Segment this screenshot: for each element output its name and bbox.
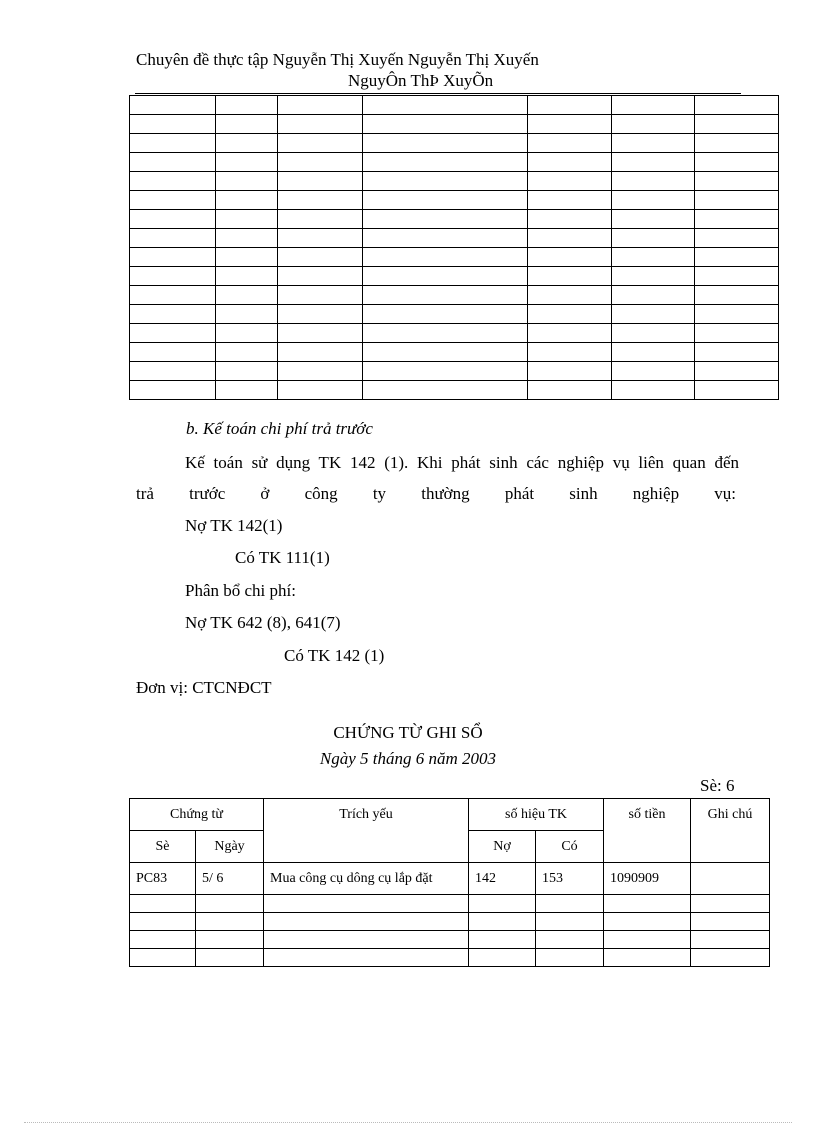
word: sinh: [569, 484, 598, 503]
grid-cell: [363, 191, 528, 210]
grid-cell: [363, 153, 528, 172]
cell-no: 142: [469, 863, 536, 895]
grid-cell: [695, 362, 779, 381]
grid-cell: [695, 191, 779, 210]
grid-cell: [695, 210, 779, 229]
grid-cell: [216, 343, 278, 362]
grid-cell: [278, 286, 363, 305]
grid-cell: [695, 134, 779, 153]
grid-row: [130, 286, 779, 305]
grid-cell: [278, 305, 363, 324]
grid-cell: [612, 153, 695, 172]
grid-row: [130, 267, 779, 286]
grid-cell: [528, 210, 612, 229]
grid-row: [130, 172, 779, 191]
grid-cell: [612, 305, 695, 324]
grid-cell: [695, 96, 779, 115]
grid-row: [130, 191, 779, 210]
grid-cell: [216, 191, 278, 210]
grid-cell: [130, 229, 216, 248]
grid-row: [130, 248, 779, 267]
grid-cell: [528, 172, 612, 191]
grid-cell: [528, 191, 612, 210]
cell-so: PC83: [130, 863, 196, 895]
grid-cell: [278, 153, 363, 172]
grid-cell: [695, 248, 779, 267]
unit-line: Đơn vị: CTCNĐCT: [136, 678, 272, 697]
table-row: [130, 863, 770, 895]
header-trich-yeu: Trích yếu: [264, 799, 469, 863]
grid-cell: [363, 305, 528, 324]
header-chung-tu: Chứng từ: [130, 799, 264, 831]
page-header-title: Chuyên đề thực tập Nguyễn Thị Xuyến Nguyễn Thị Xuyến: [136, 50, 539, 69]
grid-cell: [695, 153, 779, 172]
grid-cell: [528, 381, 612, 400]
allocation-label: Phân bổ chi phí:: [185, 581, 296, 600]
grid-cell: [363, 210, 528, 229]
grid-cell: [612, 343, 695, 362]
grid-cell: [130, 343, 216, 362]
grid-cell: [278, 381, 363, 400]
empty-ledger-table: [129, 95, 779, 400]
grid-row: [130, 134, 779, 153]
grid-cell: [278, 229, 363, 248]
word: trước: [189, 484, 226, 503]
section-heading: b. Kế toán chi phí trả trước: [186, 419, 373, 438]
grid-cell: [363, 324, 528, 343]
word: ở: [260, 484, 270, 503]
grid-cell: [695, 343, 779, 362]
grid-cell: [130, 362, 216, 381]
header-co: Có: [536, 831, 604, 863]
header-ngay: Ngày: [196, 831, 264, 863]
grid-cell: [278, 210, 363, 229]
grid-row: [130, 229, 779, 248]
entry1-debit: Nợ TK 142(1): [185, 516, 283, 535]
grid-cell: [528, 96, 612, 115]
grid-cell: [612, 229, 695, 248]
grid-cell: [695, 229, 779, 248]
grid-cell: [363, 229, 528, 248]
word: ty: [372, 484, 387, 503]
voucher-date: Ngày 5 tháng 6 năm 2003: [319, 749, 497, 768]
grid-cell: [278, 362, 363, 381]
grid-cell: [216, 362, 278, 381]
entry2-credit: Có TK 142 (1): [284, 646, 385, 665]
grid-cell: [278, 248, 363, 267]
voucher-title: CHỨNG TỪ GHI SỔ: [333, 723, 483, 742]
grid-cell: [612, 381, 695, 400]
grid-cell: [363, 115, 528, 134]
grid-cell: [695, 172, 779, 191]
grid-cell: [612, 172, 695, 191]
header-so-hieu-tk: số hiệu TK: [469, 799, 604, 831]
grid-cell: [363, 267, 528, 286]
grid-cell: [363, 134, 528, 153]
header-rule: [135, 93, 741, 94]
paragraph-line-1: Kế toán sử dụng TK 142 (1). Khi phát sinh các nghiệp vụ liên quan đến: [185, 453, 739, 472]
grid-cell: [528, 305, 612, 324]
grid-cell: [612, 267, 695, 286]
entry1-credit: Có TK 111(1): [235, 548, 330, 567]
grid-cell: [130, 172, 216, 191]
grid-cell: [130, 305, 216, 324]
grid-row: [130, 305, 779, 324]
table-row-empty: [130, 895, 770, 913]
cell-so-tien: 1090909: [604, 863, 691, 895]
word: vụ:: [714, 484, 736, 503]
grid-cell: [278, 343, 363, 362]
grid-cell: [216, 153, 278, 172]
grid-cell: [612, 248, 695, 267]
grid-cell: [528, 362, 612, 381]
grid-cell: [528, 115, 612, 134]
table-row-empty: [130, 913, 770, 931]
header-ghi-chu: Ghi chú: [691, 799, 770, 863]
grid-cell: [612, 362, 695, 381]
grid-cell: [612, 286, 695, 305]
grid-cell: [528, 153, 612, 172]
grid-cell: [216, 229, 278, 248]
grid-cell: [695, 381, 779, 400]
entry2-debit: Nợ TK 642 (8), 641(7): [185, 613, 341, 632]
grid-cell: [130, 381, 216, 400]
word: nghiệp: [632, 484, 680, 503]
grid-cell: [130, 134, 216, 153]
grid-cell: [612, 134, 695, 153]
grid-cell: [130, 115, 216, 134]
grid-cell: [528, 229, 612, 248]
grid-cell: [216, 305, 278, 324]
grid-cell: [130, 96, 216, 115]
grid-cell: [363, 343, 528, 362]
header-so: Sè: [130, 831, 196, 863]
grid-cell: [612, 324, 695, 343]
grid-cell: [278, 191, 363, 210]
grid-cell: [528, 286, 612, 305]
grid-cell: [363, 362, 528, 381]
grid-cell: [278, 267, 363, 286]
grid-cell: [216, 172, 278, 191]
paragraph-line-2: [136, 484, 736, 504]
grid-cell: [278, 324, 363, 343]
grid-row: [130, 324, 779, 343]
cell-co: 153: [536, 863, 604, 895]
grid-cell: [695, 115, 779, 134]
grid-row: [130, 96, 779, 115]
grid-cell: [130, 191, 216, 210]
grid-cell: [612, 115, 695, 134]
grid-row: [130, 210, 779, 229]
grid-cell: [528, 248, 612, 267]
grid-row: [130, 153, 779, 172]
grid-cell: [695, 267, 779, 286]
word: trả: [136, 484, 154, 503]
grid-cell: [216, 134, 278, 153]
cell-ghi-chu: [691, 863, 770, 895]
grid-cell: [612, 210, 695, 229]
table-row-empty: [130, 931, 770, 949]
grid-cell: [278, 172, 363, 191]
grid-cell: [130, 153, 216, 172]
grid-row: [130, 343, 779, 362]
grid-cell: [216, 210, 278, 229]
table-row-empty: [130, 949, 770, 967]
grid-cell: [216, 286, 278, 305]
grid-cell: [278, 134, 363, 153]
grid-cell: [612, 96, 695, 115]
grid-cell: [216, 96, 278, 115]
word: công: [304, 484, 338, 503]
grid-cell: [695, 305, 779, 324]
grid-cell: [363, 248, 528, 267]
header-no: Nợ: [469, 831, 536, 863]
voucher-header-row: [130, 799, 770, 831]
grid-row: [130, 115, 779, 134]
grid-cell: [130, 324, 216, 343]
page-header-subtitle: NguyÔn ThÞ XuyÕn: [348, 71, 494, 90]
header-so-tien: số tiền: [604, 799, 691, 863]
cell-ngay: 5/ 6: [196, 863, 264, 895]
grid-cell: [216, 115, 278, 134]
grid-cell: [130, 248, 216, 267]
voucher-table: [129, 798, 770, 967]
grid-cell: [363, 172, 528, 191]
grid-cell: [528, 343, 612, 362]
grid-row: [130, 362, 779, 381]
grid-cell: [363, 286, 528, 305]
grid-cell: [216, 381, 278, 400]
grid-cell: [130, 267, 216, 286]
grid-cell: [363, 381, 528, 400]
grid-cell: [528, 134, 612, 153]
grid-cell: [695, 324, 779, 343]
grid-cell: [130, 286, 216, 305]
grid-cell: [528, 324, 612, 343]
grid-cell: [216, 267, 278, 286]
grid-cell: [528, 267, 612, 286]
grid-cell: [363, 96, 528, 115]
grid-cell: [278, 115, 363, 134]
grid-cell: [278, 96, 363, 115]
voucher-number: Sè: 6: [700, 776, 735, 795]
grid-cell: [612, 191, 695, 210]
grid-cell: [216, 324, 278, 343]
grid-cell: [695, 286, 779, 305]
grid-cell: [216, 248, 278, 267]
cell-trich-yeu: Mua công cụ dông cụ lắp đặt: [264, 863, 469, 895]
word: phát: [504, 484, 535, 503]
grid-cell: [130, 210, 216, 229]
word: thường: [421, 484, 470, 503]
grid-row: [130, 381, 779, 400]
